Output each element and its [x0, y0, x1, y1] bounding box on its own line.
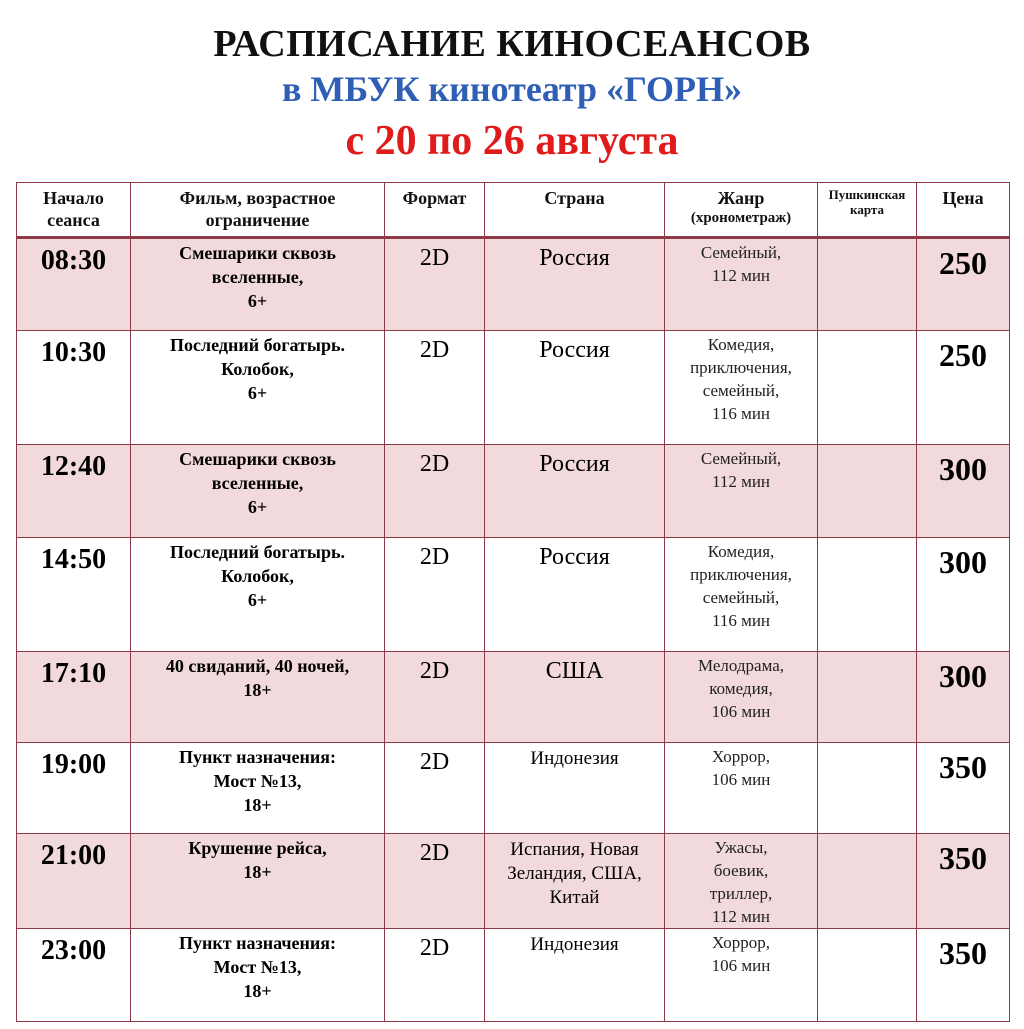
session-time: 19:00	[17, 743, 131, 834]
ticket-price: 250	[917, 238, 1010, 331]
film-format: 2D	[385, 331, 485, 445]
film-title-line: вселенные,	[211, 473, 304, 493]
film-genre-line: 116 мин	[711, 404, 771, 423]
film-genre-line: 106 мин	[711, 702, 771, 721]
col-header-time: Начало сеанса	[17, 183, 131, 238]
film-title-line: 18+	[243, 795, 272, 815]
film-title	[131, 445, 385, 538]
table-row	[17, 652, 1010, 743]
film-genre	[665, 238, 818, 331]
film-title-line: Смешарики сквозь	[179, 243, 336, 263]
ticket-price: 300	[917, 445, 1010, 538]
film-country	[485, 331, 665, 445]
col-header-genre-sub: (хронометраж)	[690, 210, 792, 226]
table-row	[17, 238, 1010, 331]
table-row	[17, 743, 1010, 834]
table-header	[17, 183, 1010, 238]
table-row	[17, 538, 1010, 652]
session-time: 12:40	[17, 445, 131, 538]
ticket-price: 350	[917, 834, 1010, 929]
film-country	[485, 538, 665, 652]
session-time: 08:30	[17, 238, 131, 331]
film-genre-line: 112 мин	[711, 472, 771, 491]
film-format: 2D	[385, 929, 485, 1022]
film-format: 2D	[385, 445, 485, 538]
film-genre-line: триллер,	[709, 884, 773, 903]
pushkin-card	[818, 743, 917, 834]
film-title	[131, 238, 385, 331]
film-country-line: Россия	[539, 337, 610, 363]
pushkin-card	[818, 929, 917, 1022]
film-genre	[665, 331, 818, 445]
film-title-line: 18+	[243, 981, 272, 1001]
col-header-country: Страна	[485, 183, 665, 238]
film-genre-line: комедия,	[709, 679, 773, 698]
film-genre-line: приключения,	[690, 358, 792, 377]
film-genre-line: семейный,	[702, 588, 780, 607]
film-title-line: Мост №13,	[213, 957, 302, 977]
pushkin-card	[818, 652, 917, 743]
col-header-price: Цена	[917, 183, 1010, 238]
film-genre-line: 106 мин	[711, 956, 771, 975]
film-title-line: Последний богатырь.	[170, 542, 345, 562]
film-country	[485, 743, 665, 834]
film-genre-line: Комедия,	[707, 335, 775, 354]
film-genre-line: Хоррор,	[712, 933, 770, 952]
film-title-line: Пункт назначения:	[179, 933, 336, 953]
film-country-line: Индонезия	[530, 748, 619, 769]
date-range: с 20 по 26 августа	[345, 118, 679, 164]
col-header-film: Фильм, возрастное ограничение	[131, 183, 385, 238]
film-genre-line: 112 мин	[711, 266, 771, 285]
session-time: 14:50	[17, 538, 131, 652]
pushkin-card	[818, 538, 917, 652]
session-time: 17:10	[17, 652, 131, 743]
pushkin-card	[818, 445, 917, 538]
pushkin-card	[818, 238, 917, 331]
film-title	[131, 929, 385, 1022]
ticket-price: 300	[917, 538, 1010, 652]
film-title-line: 40 свиданий, 40 ночей,	[165, 656, 350, 676]
ticket-price: 350	[917, 743, 1010, 834]
session-time: 21:00	[17, 834, 131, 929]
col-header-format: Формат	[385, 183, 485, 238]
ticket-price: 250	[917, 331, 1010, 445]
cinema-name: в МБУК кинотеатр «ГОРН»	[281, 69, 743, 109]
film-genre-line: 106 мин	[711, 770, 771, 789]
film-genre-line: боевик,	[713, 861, 769, 880]
ticket-price: 300	[917, 652, 1010, 743]
film-genre-line: Комедия,	[707, 542, 775, 561]
film-title-line: вселенные,	[211, 267, 304, 287]
film-genre	[665, 929, 818, 1022]
film-title	[131, 538, 385, 652]
film-genre	[665, 445, 818, 538]
film-title-line: 6+	[247, 383, 268, 403]
film-title	[131, 652, 385, 743]
col-header-genre-label: Жанр	[717, 188, 765, 208]
session-time: 23:00	[17, 929, 131, 1022]
film-genre	[665, 834, 818, 929]
film-country	[485, 652, 665, 743]
col-header-genre	[665, 183, 818, 238]
table-row	[17, 834, 1010, 929]
ticket-price: 350	[917, 929, 1010, 1022]
film-country-line: США	[545, 658, 604, 684]
film-country-line: Индонезия	[530, 934, 619, 955]
film-country-line: Россия	[539, 544, 610, 570]
schedule-table	[16, 182, 1010, 1022]
film-genre	[665, 743, 818, 834]
table-row	[17, 929, 1010, 1022]
film-title-line: Смешарики сквозь	[179, 449, 336, 469]
film-country	[485, 445, 665, 538]
table-row	[17, 331, 1010, 445]
film-genre-line: 116 мин	[711, 611, 771, 630]
film-title-line: 18+	[243, 680, 272, 700]
film-title-line: Колобок,	[221, 566, 294, 586]
film-genre-line: Семейный,	[700, 449, 782, 468]
film-title-line: Крушение рейса,	[188, 838, 327, 858]
film-title	[131, 331, 385, 445]
film-format: 2D	[385, 743, 485, 834]
table-body	[17, 238, 1010, 1022]
film-genre-line: Ужасы,	[714, 838, 768, 857]
film-genre-line: Хоррор,	[712, 747, 770, 766]
film-genre-line: Мелодрама,	[697, 656, 785, 675]
film-country	[485, 834, 665, 929]
film-genre-line: семейный,	[702, 381, 780, 400]
film-country-line: Россия	[539, 245, 610, 271]
film-country	[485, 929, 665, 1022]
film-title	[131, 743, 385, 834]
film-country-line: Испания, Новая	[510, 839, 639, 860]
film-genre-line: 112 мин	[711, 907, 771, 926]
film-title	[131, 834, 385, 929]
film-title-line: 6+	[247, 291, 268, 311]
film-country-line: Зеландия, США,	[507, 863, 642, 884]
film-genre-line: приключения,	[690, 565, 792, 584]
film-country-line: Россия	[539, 451, 610, 477]
film-genre	[665, 652, 818, 743]
session-time: 10:30	[17, 331, 131, 445]
pushkin-card	[818, 331, 917, 445]
film-title-line: Мост №13,	[213, 771, 302, 791]
film-title-line: Колобок,	[221, 359, 294, 379]
film-format: 2D	[385, 238, 485, 331]
page-title: РАСПИСАНИЕ КИНОСЕАНСОВ	[213, 23, 811, 65]
film-format: 2D	[385, 538, 485, 652]
film-country	[485, 238, 665, 331]
film-title-line: Пункт назначения:	[179, 747, 336, 767]
film-format: 2D	[385, 834, 485, 929]
pushkin-card	[818, 834, 917, 929]
film-genre	[665, 538, 818, 652]
table-row	[17, 445, 1010, 538]
col-header-pushkin: Пушкинская карта	[818, 183, 917, 238]
film-title-line: 18+	[243, 862, 272, 882]
film-genre-line: Семейный,	[700, 243, 782, 262]
film-title-line: 6+	[247, 497, 268, 517]
film-title-line: Последний богатырь.	[170, 335, 345, 355]
film-title-line: 6+	[247, 590, 268, 610]
film-country-line: Китай	[549, 887, 600, 908]
film-format: 2D	[385, 652, 485, 743]
